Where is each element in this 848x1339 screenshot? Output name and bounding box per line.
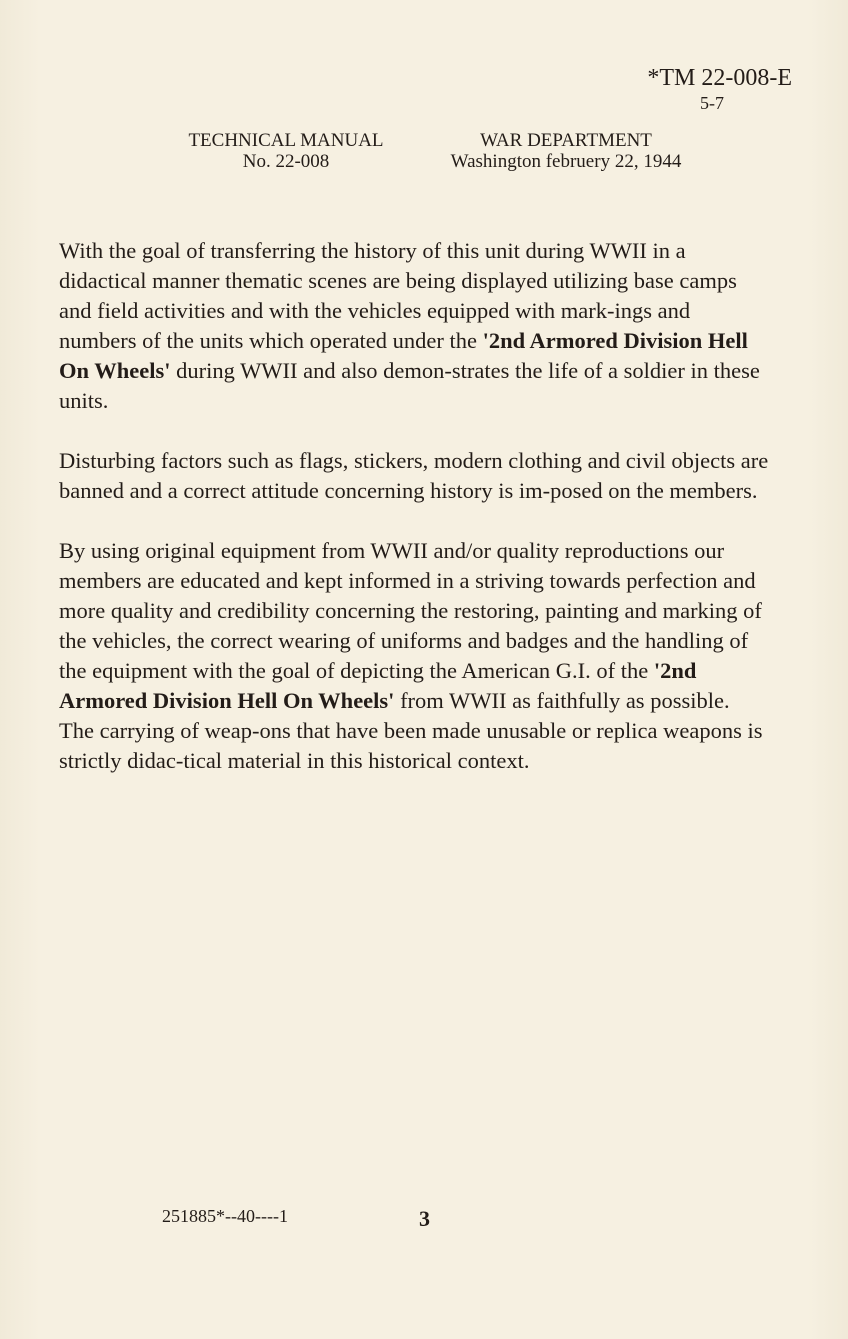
paragraph-3-text-a: By using original equipment from WWII and/or quality reproductions our members are educated and kept informed in a striving towards perfection and more quality and credibility concerning the restoring, painting and marking of the vehicles, the correct wearing of uniforms and badges and the handling of the equipment with the goal of depicting the American G.I. of the xyxy=(59,538,762,683)
paragraph-1-unit-name: '2nd Armored Division Hell On Wheels' xyxy=(59,328,748,383)
paragraph-1-text-a: With the goal of transferring the history of this unit during WWII in a didactical manner thematic scenes are being displayed utilizing base camps and field activities and with the vehicles equipped with mark-ings and numbers of the units which operated under the xyxy=(59,238,737,353)
header-war-department xyxy=(436,130,696,172)
paragraph-3-unit-name: '2nd Armored Division Hell On Wheels' xyxy=(59,658,697,713)
document-sub-id: 5-7 xyxy=(700,93,724,113)
header-left-line2: No. 22-008 xyxy=(242,151,330,172)
paragraph-1 xyxy=(59,236,769,416)
header-technical-manual xyxy=(176,130,396,172)
header-right-line1: WAR DEPARTMENT xyxy=(480,130,652,151)
paragraph-2 xyxy=(59,446,769,506)
paragraph-3-text-b: from WWII as faithfully as possible. The carrying of weap-ons that have been made unusable or replica weapons is strictly didac-tical material in this historical context. xyxy=(59,688,763,773)
paragraph-2-text: Disturbing factors such as flags, stickers, modern clothing and civil objects are banned and a correct attitude concerning history is im-posed on the members. xyxy=(59,448,769,503)
header-left-line1: TECHNICAL MANUAL xyxy=(188,130,384,151)
header-right-line2: Washington februery 22, 1944 xyxy=(450,151,682,172)
body-text xyxy=(59,236,769,806)
print-code: 251885*--40----1 xyxy=(162,1206,288,1226)
page-number: 3 xyxy=(419,1206,430,1231)
document-id: *TM 22-008-E xyxy=(647,65,792,91)
paragraph-1-text-b: during WWII and also demon-strates the life of a soldier in these units. xyxy=(59,358,760,413)
paragraph-3 xyxy=(59,536,769,776)
